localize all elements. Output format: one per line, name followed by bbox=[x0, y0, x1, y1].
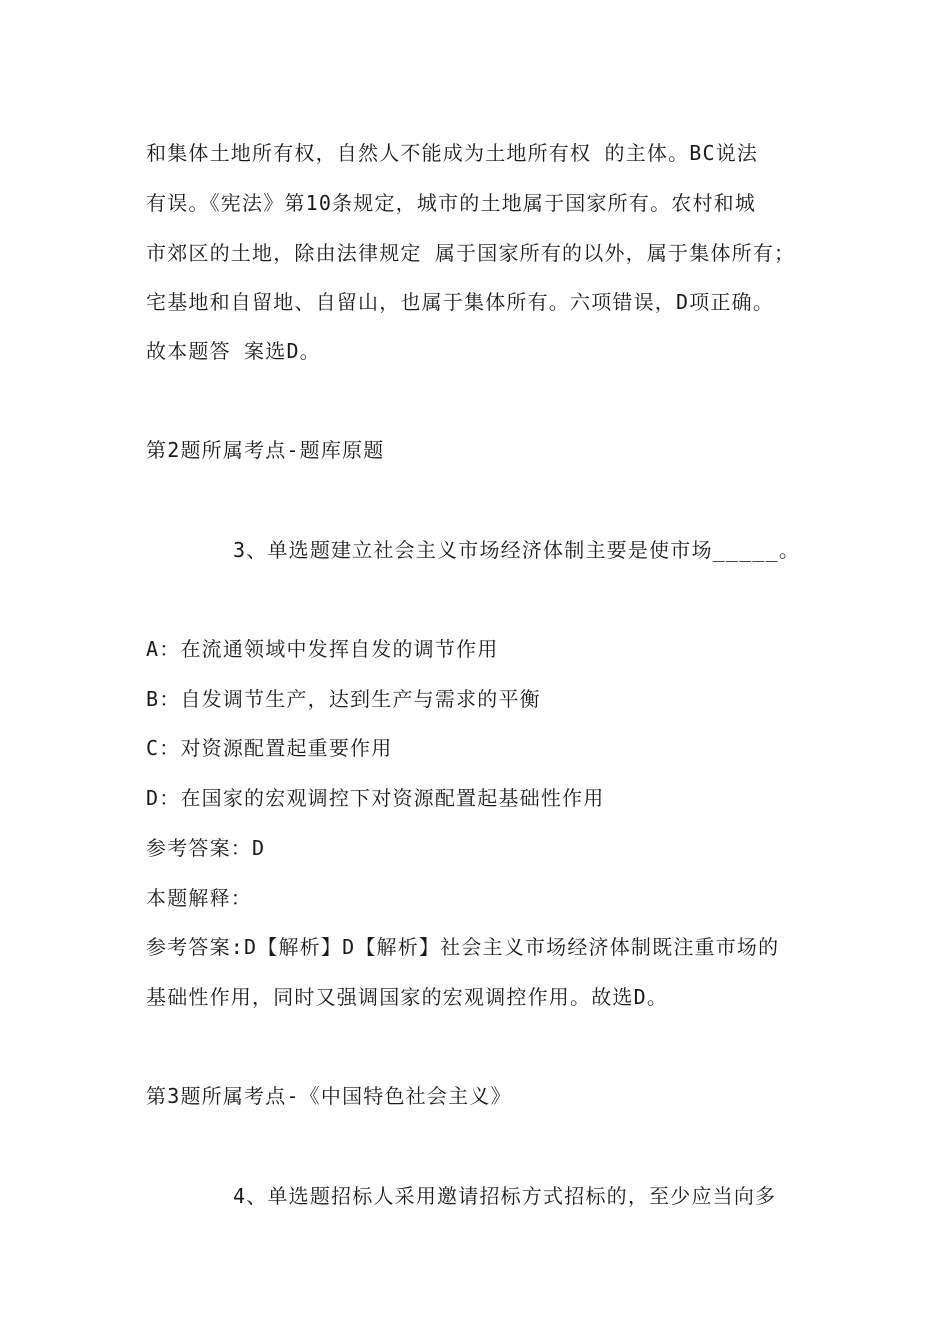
question-point-label: 第2题所属考点-题库原题 bbox=[146, 438, 385, 462]
explanation-line: 基础性作用，同时又强调国家的宏观调控作用。故选D。 bbox=[146, 985, 669, 1009]
option-a: A：在流通领域中发挥自发的调节作用 bbox=[146, 637, 499, 661]
explanation-line: 参考答案:D【解析】D【解析】社会主义市场经济体制既注重市场的 bbox=[146, 935, 780, 959]
question-stem: 3、单选题建立社会主义市场经济体制主要是使市场_____。 bbox=[233, 538, 801, 562]
question-point-label: 第3题所属考点-《中国特色社会主义》 bbox=[146, 1084, 512, 1108]
text-line: 市郊区的土地，除由法律规定 属于国家所有的以外，属于集体所有； bbox=[146, 241, 796, 265]
question-stem: 4、单选题招标人采用邀请招标方式招标的，至少应当向多 bbox=[233, 1184, 777, 1208]
option-b: B：自发调节生产，达到生产与需求的平衡 bbox=[146, 687, 541, 711]
text-line: 和集体土地所有权，自然人不能成为土地所有权 的主体。BC说法 bbox=[146, 141, 759, 165]
text-line: 故本题答 案选D。 bbox=[146, 339, 321, 363]
text-line: 宅基地和自留地、自留山，也属于集体所有。六项错误，D项正确。 bbox=[146, 290, 775, 314]
option-d: D：在国家的宏观调控下对资源配置起基础性作用 bbox=[146, 786, 605, 810]
explanation-label: 本题解释： bbox=[146, 886, 252, 910]
text-line: 有误。《宪法》第10条规定，城市的土地属于国家所有。农村和城 bbox=[146, 191, 757, 215]
option-c: C：对资源配置起重要作用 bbox=[146, 736, 393, 760]
answer-label: 参考答案：D bbox=[146, 836, 266, 860]
